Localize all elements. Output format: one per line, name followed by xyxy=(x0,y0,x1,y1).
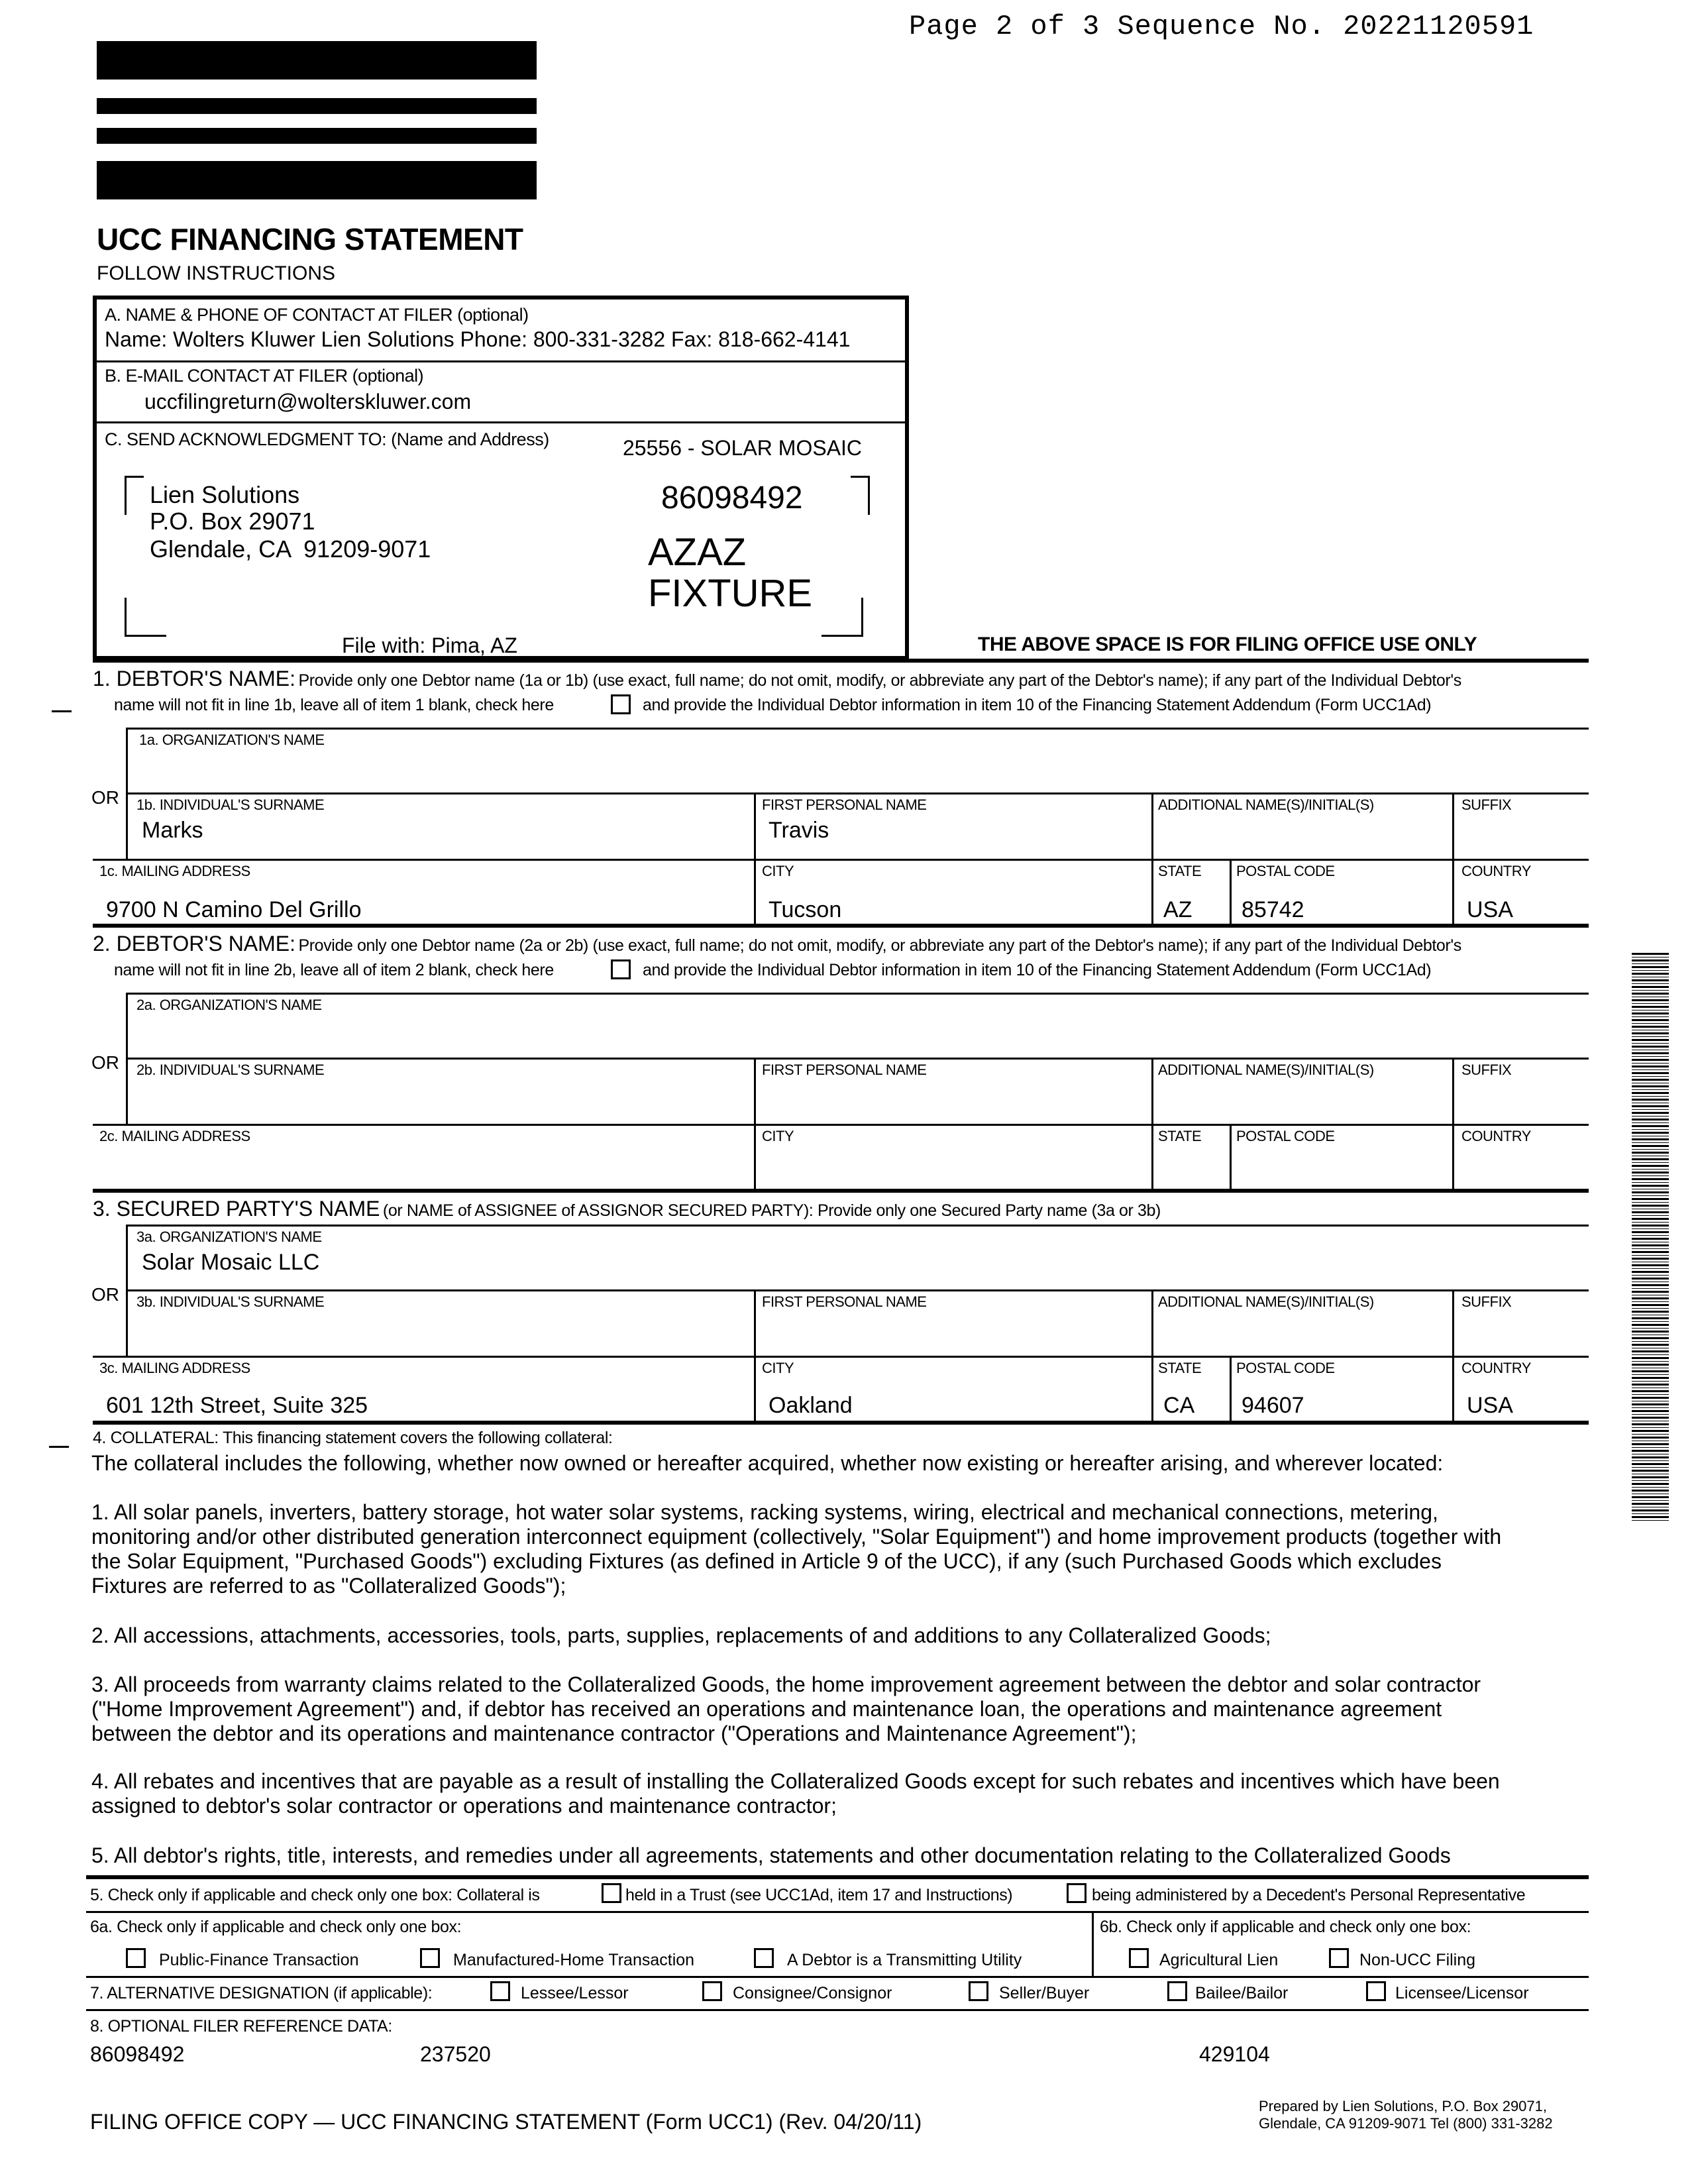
form-title: UCC FINANCING STATEMENT xyxy=(97,222,523,256)
item7-licensee-checkbox[interactable] xyxy=(1366,1981,1386,2001)
redaction-bar xyxy=(97,41,537,80)
bracket-bottom-left xyxy=(125,598,166,637)
collateral-item-5: 5. All debtor's rights, title, interests, and remedies under all agreements, statements and other documentation relating to the Collateralized Goods xyxy=(91,1843,1451,1867)
debtor1-first-label: FIRST PERSONAL NAME xyxy=(762,796,927,813)
ack-address-line-3: Glendale, CA 91209-9071 xyxy=(150,535,431,563)
item6b-label: 6b. Check only if applicable and check only one box: xyxy=(1100,1918,1471,1936)
debtor1-city: Tucson xyxy=(768,897,842,922)
item6b-agricultural-lien-label: Agricultural Lien xyxy=(1159,1951,1279,1969)
debtor2-state-label: STATE xyxy=(1158,1128,1202,1144)
secured-country: USA xyxy=(1467,1393,1513,1418)
collateral-label: 4. COLLATERAL: This financing statement covers the following collateral: xyxy=(93,1429,613,1447)
item7-bailee-checkbox[interactable] xyxy=(1167,1981,1187,2001)
debtor1-suffix-label: SUFFIX xyxy=(1461,796,1512,813)
debtor1-mail-label: 1c. MAILING ADDRESS xyxy=(99,863,250,879)
item7-label: 7. ALTERNATIVE DESIGNATION (if applicable): xyxy=(90,1984,433,2002)
secured-or: OR xyxy=(91,1284,119,1305)
ack-address-line-2: P.O. Box 29071 xyxy=(150,508,315,535)
debtor1-org-label: 1a. ORGANIZATION'S NAME xyxy=(139,732,325,748)
debtor1-postal: 85742 xyxy=(1242,897,1304,922)
debtor1-surname-label: 1b. INDIVIDUAL'S SURNAME xyxy=(136,796,325,813)
barcode xyxy=(1632,953,1669,1523)
contact-c-label: C. SEND ACKNOWLEDGMENT TO: (Name and Address) xyxy=(105,429,549,449)
item5-decedent-checkbox[interactable] xyxy=(1067,1883,1086,1903)
contact-b-label: B. E-MAIL CONTACT AT FILER (optional) xyxy=(105,366,424,386)
follow-instructions: FOLLOW INSTRUCTIONS xyxy=(97,262,336,284)
debtor2-country-label: COUNTRY xyxy=(1461,1128,1531,1144)
item6b-agricultural-lien-checkbox[interactable] xyxy=(1129,1948,1149,1968)
collateral-item-2: 2. All accessions, attachments, accessories, tools, parts, supplies, replacements of and additions to any Collateralized Goods; xyxy=(91,1623,1271,1647)
collateral-text xyxy=(91,1451,1575,1476)
item7-consignee-checkbox[interactable] xyxy=(702,1981,722,2001)
secured-addl-label: ADDITIONAL NAME(S)/INITIAL(S) xyxy=(1158,1293,1374,1310)
collateral-intro: The collateral includes the following, whether now owned or hereafter acquired, whether now existing or hereafter arising, and wherever located: xyxy=(91,1451,1444,1475)
secured-postal: 94607 xyxy=(1242,1393,1304,1418)
bracket-top-right xyxy=(851,476,870,515)
item7-seller-label: Seller/Buyer xyxy=(999,1984,1090,2002)
debtor2-individual-checkbox[interactable] xyxy=(611,959,631,979)
margin-mark xyxy=(49,1446,69,1448)
item8-ref-3: 429104 xyxy=(1199,2042,1270,2066)
item6a-transmitting-utility-label: A Debtor is a Transmitting Utility xyxy=(787,1951,1022,1969)
bracket-top-left xyxy=(125,476,144,515)
item6a-transmitting-utility-checkbox[interactable] xyxy=(754,1948,774,1968)
debtor2-instr-line2b: and provide the Individual Debtor information in item 10 of the Financing Statement Addendum (Form UCC1Ad) xyxy=(643,961,1432,979)
item6b-non-ucc-checkbox[interactable] xyxy=(1329,1948,1349,1968)
debtor2-org-label: 2a. ORGANIZATION'S NAME xyxy=(136,997,322,1013)
debtor1-country: USA xyxy=(1467,897,1513,922)
debtor1-instructions: 1. DEBTOR'S NAME: Provide only one Debtor name (1a or 1b) (use exact, full name; do not omit, modify, or abbreviate any part of the Debtor's name); if any part of the Individual Debtor's xyxy=(93,667,1461,690)
debtor1-postal-label: POSTAL CODE xyxy=(1236,863,1335,879)
ack-address-line-1: Lien Solutions xyxy=(150,481,300,508)
debtor1-instr-line2b: and provide the Individual Debtor information in item 10 of the Financing Statement Addendum (Form UCC1Ad) xyxy=(643,696,1432,714)
debtor2-surname-label: 2b. INDIVIDUAL'S SURNAME xyxy=(136,1062,325,1078)
collateral-item-3: 3. All proceeds from warranty claims related to the Collateralized Goods, the home improvement agreement between the debtor and solar contractor ("Home Improvement Agreement") and, if debtor has received an operations and maintenance loan, the operations and maintenance agreement between the debtor and its operations and maintenance contractor ("Operations and Maintenance Agreement"); xyxy=(91,1672,1481,1745)
debtor1-instr-line2a: name will not fit in line 1b, leave all of item 1 blank, check here xyxy=(114,696,554,714)
debtor1-surname: Marks xyxy=(142,818,203,843)
secured-instructions: 3. SECURED PARTY'S NAME (or NAME of ASSIGNEE of ASSIGNOR SECURED PARTY): Provide only one Secured Party name (3a or 3b) xyxy=(93,1197,1161,1221)
item6a-public-finance-label: Public-Finance Transaction xyxy=(159,1951,359,1969)
secured-postal-label: POSTAL CODE xyxy=(1236,1360,1335,1376)
item5-label: 5. Check only if applicable and check only one box: Collateral is xyxy=(90,1886,540,1904)
debtor1-addl-label: ADDITIONAL NAME(S)/INITIAL(S) xyxy=(1158,796,1374,813)
secured-city-label: CITY xyxy=(762,1360,794,1376)
debtor1-first: Travis xyxy=(768,818,829,843)
debtor1-mail: 9700 N Camino Del Grillo xyxy=(106,897,362,922)
debtor2-instr-line2a: name will not fit in line 2b, leave all of item 2 blank, check here xyxy=(114,961,554,979)
item7-licensee-label: Licensee/Licensor xyxy=(1395,1984,1529,2002)
collateral-item-4: 4. All rebates and incentives that are payable as a result of installing the Collateralized Goods except for such rebates and incentives which have been assigned to debtor's solar contractor or operations and maintenance contractor; xyxy=(91,1769,1500,1818)
item7-bailee-label: Bailee/Bailor xyxy=(1195,1984,1289,2002)
item5-decedent-label: being administered by a Decedent's Personal Representative xyxy=(1092,1886,1526,1904)
debtor2-first-label: FIRST PERSONAL NAME xyxy=(762,1062,927,1078)
item8-label: 8. OPTIONAL FILER REFERENCE DATA: xyxy=(90,2017,392,2036)
secured-org-label: 3a. ORGANIZATION'S NAME xyxy=(136,1228,322,1245)
page-sequence: Page 2 of 3 Sequence No. 20221120591 xyxy=(909,11,1534,42)
debtor2-city-label: CITY xyxy=(762,1128,794,1144)
file-with: File with: Pima, AZ xyxy=(342,633,517,657)
item8-ref-1: 86098492 xyxy=(90,2042,185,2066)
item7-seller-checkbox[interactable] xyxy=(969,1981,988,2001)
debtor1-city-label: CITY xyxy=(762,863,794,879)
margin-mark xyxy=(52,710,72,712)
filing-office-space-note: THE ABOVE SPACE IS FOR FILING OFFICE USE ONLY xyxy=(978,633,1477,655)
debtor2-suffix-label: SUFFIX xyxy=(1461,1062,1512,1078)
bracket-bottom-right xyxy=(822,598,863,637)
item6b-non-ucc-label: Non-UCC Filing xyxy=(1359,1951,1476,1969)
debtor2-or: OR xyxy=(91,1052,119,1073)
debtor1-country-label: COUNTRY xyxy=(1461,863,1531,879)
item6a-manufactured-home-checkbox[interactable] xyxy=(420,1948,440,1968)
secured-state-label: STATE xyxy=(1158,1360,1202,1376)
contact-b-value: uccfilingreturn@wolterskluwer.com xyxy=(144,390,472,413)
secured-state: CA xyxy=(1163,1393,1195,1418)
ack-type-1: AZAZ xyxy=(648,531,747,574)
ack-type-2: FIXTURE xyxy=(648,572,813,615)
debtor2-instructions: 2. DEBTOR'S NAME: Provide only one Debtor name (2a or 2b) (use exact, full name; do not omit, modify, or abbreviate any part of the Debtor's name); if any part of the Individual Debtor's xyxy=(93,932,1461,956)
item7-lessee-label: Lessee/Lessor xyxy=(521,1984,629,2002)
secured-mail-label: 3c. MAILING ADDRESS xyxy=(99,1360,250,1376)
item6a-public-finance-checkbox[interactable] xyxy=(126,1948,146,1968)
redaction-bar xyxy=(97,161,537,199)
debtor1-individual-checkbox[interactable] xyxy=(611,694,631,714)
debtor1-state-label: STATE xyxy=(1158,863,1202,879)
contact-a-value: Name: Wolters Kluwer Lien Solutions Phone: 800-331-3282 Fax: 818-662-4141 xyxy=(105,327,851,351)
contact-a-label: A. NAME & PHONE OF CONTACT AT FILER (optional) xyxy=(105,305,529,325)
item6a-manufactured-home-label: Manufactured-Home Transaction xyxy=(453,1951,695,1969)
prepared-by-2: Glendale, CA 91209-9071 Tel (800) 331-3282 xyxy=(1259,2115,1553,2132)
item8-ref-2: 237520 xyxy=(420,2042,491,2066)
redaction-bar xyxy=(97,98,537,114)
secured-country-label: COUNTRY xyxy=(1461,1360,1531,1376)
debtor2-mail-label: 2c. MAILING ADDRESS xyxy=(99,1128,250,1144)
footer-copy: FILING OFFICE COPY — UCC FINANCING STATEMENT (Form UCC1) (Rev. 04/20/11) xyxy=(90,2110,922,2134)
secured-first-label: FIRST PERSONAL NAME xyxy=(762,1293,927,1310)
item6a-label: 6a. Check only if applicable and check only one box: xyxy=(90,1918,462,1936)
secured-org: Solar Mosaic LLC xyxy=(142,1250,320,1275)
redaction-bar xyxy=(97,128,537,144)
prepared-by-1: Prepared by Lien Solutions, P.O. Box 29071, xyxy=(1259,2098,1547,2114)
debtor1-or: OR xyxy=(91,787,119,808)
secured-suffix-label: SUFFIX xyxy=(1461,1293,1512,1310)
secured-mail: 601 12th Street, Suite 325 xyxy=(106,1393,368,1418)
debtor2-addl-label: ADDITIONAL NAME(S)/INITIAL(S) xyxy=(1158,1062,1374,1078)
item7-consignee-label: Consignee/Consignor xyxy=(733,1984,892,2002)
contact-c-code: 25556 - SOLAR MOSAIC xyxy=(623,436,863,460)
collateral-item-1: 1. All solar panels, inverters, battery storage, hot water solar systems, racking systems, wiring, electrical and mechanical connections, metering, monitoring and/or other distributed generation interconnect equipment (collectively, "Solar Equipment") and home improvement products (together with the Solar Equipment, "Purchased Goods") excluding Fixtures (as defined in Article 9 of the UCC), if any (such Purchased Goods which excludes Fixtures are referred to as "Collateralized Goods"); xyxy=(91,1500,1502,1598)
secured-city: Oakland xyxy=(768,1393,853,1418)
item7-lessee-checkbox[interactable] xyxy=(490,1981,510,2001)
secured-surname-label: 3b. INDIVIDUAL'S SURNAME xyxy=(136,1293,325,1310)
ack-ref-number: 86098492 xyxy=(661,480,803,516)
debtor1-state: AZ xyxy=(1163,897,1192,922)
item5-trust-label: held in a Trust (see UCC1Ad, item 17 and Instructions) xyxy=(625,1886,1013,1904)
item5-trust-checkbox[interactable] xyxy=(602,1883,621,1903)
debtor2-postal-label: POSTAL CODE xyxy=(1236,1128,1335,1144)
